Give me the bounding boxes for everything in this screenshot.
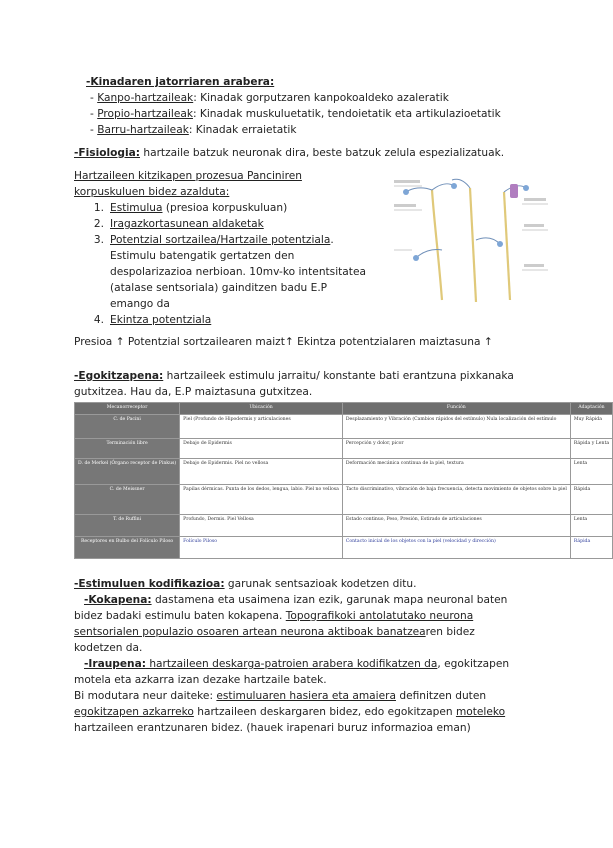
presioa-line: Presioa ↑ Potentzial sortzailearen maizt↑ Ekintza potentzialaren maiztasuna ↑	[74, 336, 493, 348]
kokapena-underlined: sentsorialen populazio osoaren artean neurona aktiboak banatzea	[74, 626, 426, 638]
table-cell: Debajo de Epidermis. Piel no vellosa	[180, 459, 343, 485]
iraupena-text: , egokitzapen	[437, 658, 510, 670]
iraupena-line1	[84, 656, 509, 672]
kodifikazioa-label: -Estimuluen kodifikazioa:	[74, 578, 225, 590]
egokitzapena-paragraph	[74, 368, 514, 384]
item3-desc-line: emango da	[110, 298, 170, 310]
table-cell: Piel (Profundo de Hipodermis y articulaciones	[180, 415, 343, 439]
table-cell: Estado continuo, Peso, Presión, Estirado de articulaciones	[342, 515, 570, 537]
kokapena-label: -Kokapena:	[84, 594, 152, 606]
item-number: 1.	[93, 202, 104, 214]
table-row	[75, 439, 613, 459]
table-cell: Tacto discriminativo, vibración de baja frecuencia, detecta movimiento de objetos sobre la piel	[342, 485, 570, 515]
fisiologia-label: -Fisiologia:	[74, 147, 140, 159]
dash: -	[90, 92, 98, 104]
table-cell: Rápida y Lenta	[570, 439, 612, 459]
kokapena-text: bidez badaki estimulu baten kokapena.	[74, 610, 286, 622]
table-cell: Rápida	[570, 537, 612, 559]
table-cell: Contacto inicial de los objetos con la piel (velocidad y dirección)	[342, 537, 570, 559]
iraupena-line5: hartzaileen erantzunaren bidez. (hauek irapenari buruz informazioa eman)	[74, 722, 471, 734]
table-cell: Percepción y dolor, picor	[342, 439, 570, 459]
item-text: : Kinadak gorputzaren kanpokoaldeko azaleratik	[193, 92, 449, 104]
process-intro-2	[74, 184, 229, 200]
process-intro-line1: Hartzaileen kitzikapen prozesua Panciniren	[74, 170, 302, 182]
term-propio: Propio-hartzaileak	[97, 108, 193, 120]
kinada-heading: -Kinadaren jatorriaren arabera:	[86, 76, 275, 88]
table-header: Función	[342, 403, 570, 415]
table-cell: Receptores en Bulbo del Folículo Piloso	[75, 537, 180, 559]
table-row	[75, 415, 613, 439]
table-cell: Deformación mecánica continua de la piel, textura	[342, 459, 570, 485]
table-cell: Lenta	[570, 459, 612, 485]
item-text: : Kinadak erraietatik	[188, 124, 297, 136]
table-header: Mecanorreceptor	[75, 403, 180, 415]
table-cell: Rápida	[570, 485, 612, 515]
item3-desc-line: (atalase sentsoriala) gainditzen badu E.P	[110, 282, 328, 294]
table-cell: Muy Rápida	[570, 415, 612, 439]
kodifikazioa-text: garunak sentsazioak kodetzen ditu.	[224, 578, 417, 590]
table-cell: D. de Merkel (Órgano receptor de Pinkus)	[75, 459, 180, 485]
table-cell: C. de Meissner	[75, 485, 180, 515]
list-item	[84, 216, 264, 232]
table-cell: T. de Ruffini	[75, 515, 180, 537]
item-number: 4.	[93, 314, 104, 326]
table-header-row	[75, 403, 613, 415]
term-potentzial-sortzailea: Potentzial sortzailea/Hartzaile potentziala	[110, 234, 331, 246]
table-cell: Profundo, Dermis. Piel Vellosa	[180, 515, 343, 537]
list-item	[90, 122, 296, 138]
iraupena-underlined: egokitzapen azkarreko	[74, 706, 194, 718]
table-cell: Debajo de Epidermis	[180, 439, 343, 459]
fisiologia-text: hartzaile batzuk neuronak dira, beste batzuk zelula espezializatuak.	[140, 147, 505, 159]
iraupena-underlined: estimuluaren hasiera eta amaiera	[216, 690, 396, 702]
iraupena-line4	[74, 704, 505, 720]
table-cell: Desplazamiento y Vibración (Cambios rápidos del estímulo) Nula localización del estímulo	[342, 415, 570, 439]
section-kinada-title	[86, 74, 274, 90]
kokapena-line4: kodetzen da.	[74, 642, 143, 654]
item-number: 3.	[93, 234, 104, 246]
term-iragazkortasun: Iragazkortasunean aldaketak	[110, 218, 264, 230]
list-item	[84, 312, 211, 328]
table-header: Adaptación	[570, 403, 612, 415]
term-estimulua: Estimulua	[110, 202, 163, 214]
list-item	[90, 90, 449, 106]
kokapena-text: dastamena eta usaimena izan ezik, garunak mapa neuronal baten	[151, 594, 508, 606]
item-text: : Kinadak muskuluetatik, tendoietatik eta artikulazioetatik	[192, 108, 501, 120]
table-cell: Lenta	[570, 515, 612, 537]
receptors-illustration	[392, 170, 550, 306]
egokitzapena-label: -Egokitzapena:	[74, 370, 164, 382]
kokapena-line3	[74, 624, 475, 640]
item-text: .	[330, 234, 334, 246]
fisiologia-paragraph	[74, 145, 504, 161]
mechanoreceptor-table	[74, 402, 610, 559]
egokitzapena-text: hartzaileek estimulu jarraitu/ konstante bati erantzuna pixkanaka	[163, 370, 514, 382]
process-intro-line2: korpuskuluen bidez azalduta:	[74, 186, 230, 198]
list-item	[90, 106, 501, 122]
kokapena-line1	[84, 592, 507, 608]
table-row	[75, 459, 613, 485]
table-row	[75, 485, 613, 515]
list-item	[84, 200, 287, 216]
term-barru: Barru-hartzaileak	[97, 124, 189, 136]
term-ekintza-potentziala: Ekintza potentziala	[110, 314, 212, 326]
iraupena-label: -Iraupena:	[84, 658, 146, 670]
list-item	[84, 232, 334, 248]
table	[74, 402, 613, 559]
process-intro	[74, 168, 302, 184]
iraupena-text: definitzen duten	[395, 690, 487, 702]
kokapena-underlined: Topografikoki antolatutako neurona	[285, 610, 474, 622]
dash: -	[90, 108, 98, 120]
table-cell: C. de Pacini	[75, 415, 180, 439]
item-number: 2.	[93, 218, 104, 230]
iraupena-underlined: hartzaileen deskarga-patroien arabera kodifikatzen da	[145, 658, 438, 670]
table-cell: Papilas dérmicas. Punta de los dedos, lengua, labio. Piel no vellosa	[180, 485, 343, 515]
item3-desc-line: despolarizazioa nerbioan. 10mv-ko intentsitatea	[110, 266, 366, 278]
term-kanpo: Kanpo-hartzaileak	[97, 92, 194, 104]
dash: -	[90, 124, 98, 136]
iraupena-underlined: moteleko	[455, 706, 506, 718]
iraupena-text: hartzaileen deskargaren bidez, edo egokitzapen	[193, 706, 456, 718]
egokitzapena-line2: gutxitzea. Hau da, E.P maiztasuna gutxitzea.	[74, 386, 313, 398]
item3-desc-line: Estimulu batengatik gertatzen den	[110, 250, 295, 262]
table-row	[75, 515, 613, 537]
kokapena-line2	[74, 608, 473, 624]
table-row	[75, 537, 613, 559]
iraupena-line2: motela eta azkarra izan dezake hartzaile batek.	[74, 674, 327, 686]
table-cell: Folículo Piloso	[180, 537, 343, 559]
kokapena-text: ren bidez	[425, 626, 475, 638]
table-header: Ubicación	[180, 403, 343, 415]
kodifikazioa-paragraph	[74, 576, 417, 592]
item-text: (presioa korpuskuluan)	[162, 202, 288, 214]
iraupena-line3	[74, 688, 486, 704]
iraupena-text: Bi modutara neur daiteke:	[74, 690, 217, 702]
table-cell: Terminación libre	[75, 439, 180, 459]
